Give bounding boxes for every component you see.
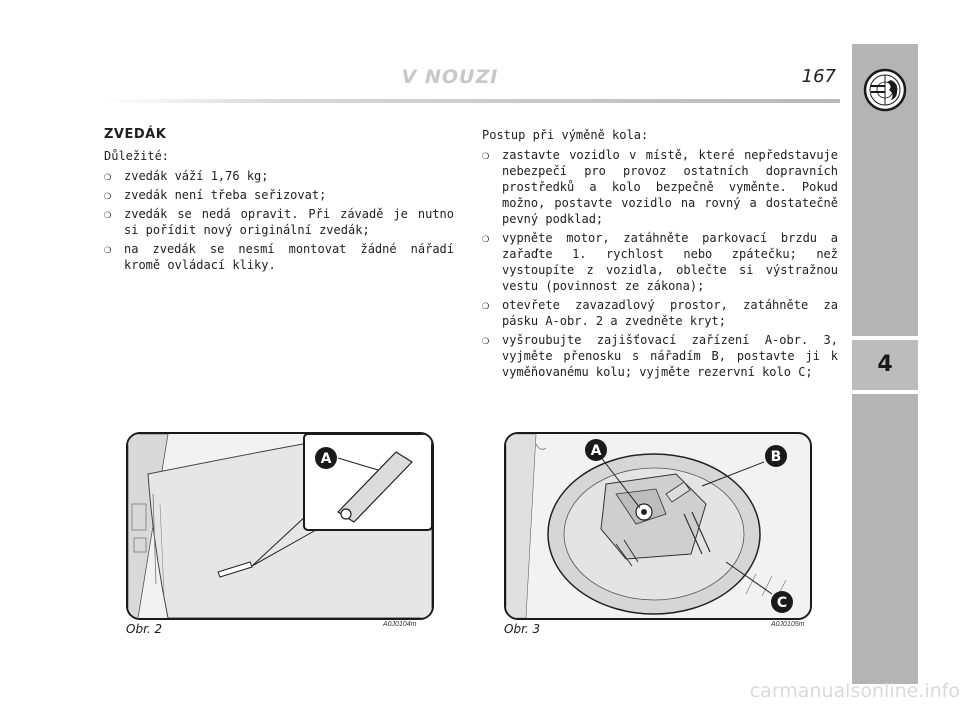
figure-code: A0J0104m xyxy=(383,621,417,628)
list-item: ❍ na zvedák se nesmí montovat žádné nářadí kromě ovládací kliky. xyxy=(104,242,454,272)
list-item: ❍ vypněte motor, zatáhněte parkovací brzdu a zařaďte 1. rychlost nebo zpátečku; než vystoupíte z vozidla, oblečte si výstražnou vestu (povinnost ze zákona); xyxy=(482,231,838,293)
lead-text: Důležité: xyxy=(104,149,170,163)
svg-text:A: A xyxy=(590,443,602,459)
left-column xyxy=(104,127,454,276)
svg-text:C: C xyxy=(776,595,788,611)
side-tab-bottom xyxy=(852,394,918,684)
list-item: ❍ zvedák se nedá opravit. Při závadě je nutno si pořídit nový originální zvedák; xyxy=(104,207,454,237)
trunk-cover-illustration-icon xyxy=(128,434,432,618)
bullet-icon: ❍ xyxy=(104,242,112,256)
watermark: carmanualsonline.info xyxy=(749,680,960,702)
figure-caption: Obr. 3 xyxy=(504,622,541,636)
bullet-icon: ❍ xyxy=(482,148,490,162)
bullet-icon: ❍ xyxy=(482,231,490,245)
list-item: ❍ zvedák není třeba seřizovat; xyxy=(104,188,327,202)
bullet-icon: ❍ xyxy=(482,333,490,347)
header-rule xyxy=(100,99,840,103)
figure-code: A0J0105m xyxy=(771,621,805,628)
bullet-icon: ❍ xyxy=(104,169,112,183)
list-item: ❍ vyšroubujte zajišťovací zařízení A-obr. 3, vyjměte přenosku s nářadím B, postavte ji k vyměňovanému kolu; vyjměte rezervní kolo C; xyxy=(482,333,838,379)
spare-wheel-illustration-icon xyxy=(506,434,810,618)
bullet-icon: ❍ xyxy=(482,298,490,312)
section-heading: ZVEDÁK xyxy=(104,127,167,142)
svg-text:B: B xyxy=(770,449,782,465)
bullet-icon: ❍ xyxy=(104,188,112,202)
list-item: ❍ zvedák váží 1,76 kg; xyxy=(104,169,269,183)
bullet-icon: ❍ xyxy=(104,207,112,221)
lead-text: Postup při výměně kola: xyxy=(482,128,649,142)
brand-logo-icon xyxy=(863,68,907,112)
list-item: ❍ otevřete zavazadlový prostor, zatáhněte za pásku A-obr. 2 a zvedněte kryt; xyxy=(482,298,838,328)
figure-spare-wheel xyxy=(504,432,812,620)
figure-trunk-cover xyxy=(126,432,434,620)
list-item: ❍ zastavte vozidlo v místě, které nepředstavuje nebezpečí pro provoz ostatních dopravních prostředků a kolo bezpečně vyměnte. Pokud možno, postavte vozidlo na rovný a dostatečně pevný podklad; xyxy=(482,148,838,226)
page-number: 167 xyxy=(801,66,836,87)
section-title: V NOUZI xyxy=(401,66,499,88)
bullet-list xyxy=(104,168,454,273)
svg-text:A: A xyxy=(320,451,332,467)
bullet-list xyxy=(482,147,838,380)
right-column xyxy=(482,127,838,383)
chapter-number: 4 xyxy=(877,352,893,377)
figure-caption: Obr. 2 xyxy=(126,622,163,636)
